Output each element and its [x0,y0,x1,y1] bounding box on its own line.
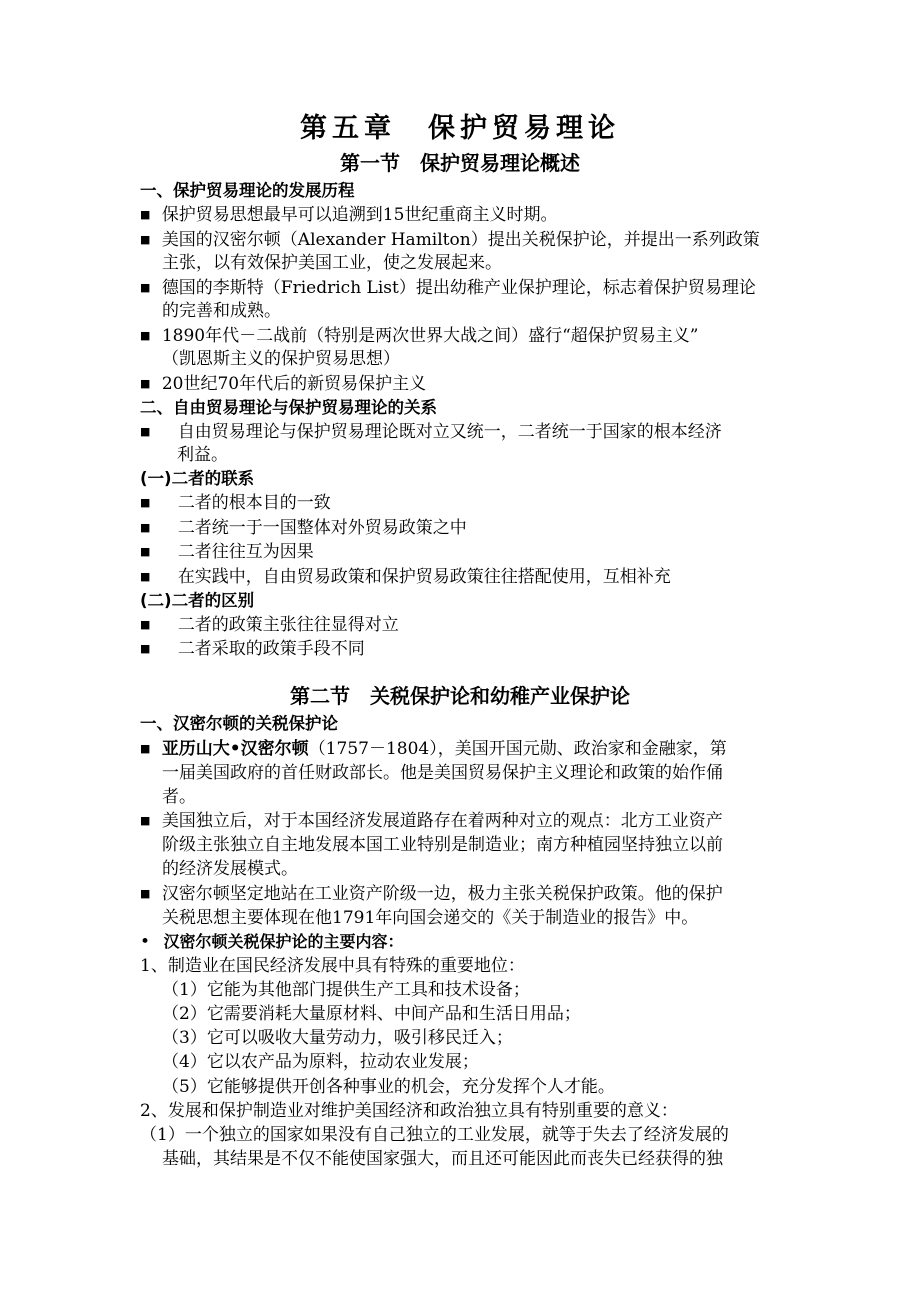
list-item-text: （1757－1804），美国开国元勋、政治家和金融家，第 [308,739,727,759]
list-item-continuation: 者。 [162,787,196,807]
sub1-heading: (一)二者的联系 [140,469,255,488]
point-1-item: （1）它能为其他部门提供生产工具和技术设备； [162,980,530,1000]
section2-title: 第二节 关税保护论和幼稚产业保护论 [290,684,630,708]
list-item [140,373,426,397]
square-bullet-icon: ■ [140,887,151,900]
square-bullet-icon: ■ [140,377,151,390]
list-item [140,614,399,638]
square-bullet-icon: ■ [140,496,151,509]
list-item-continuation: 的经济发展模式。 [162,859,298,879]
point-1-item: （4）它以农产品为原料，拉动农业发展； [162,1052,479,1072]
square-bullet-icon: ■ [140,329,151,342]
section2-part1-heading: 一、汉密尔顿的关税保护论 [140,714,338,733]
section1-part1-heading: 一、保护贸易理论的发展历程 [140,181,355,200]
dot-bullet-icon: • [140,932,151,952]
square-bullet-icon: ■ [140,570,151,583]
point-2-line: 基础，其结果是不仅不能使国家强大，而且还可能因此而丧失已经获得的独 [162,1149,723,1169]
list-item-continuation: （凯恩斯主义的保护贸易思想） [162,349,400,369]
list-item-text: 二者采取的政策手段不同 [177,639,365,659]
list-item [140,638,365,662]
list-item-continuation: 利益。 [177,445,228,465]
hamilton-name: 亚历山大•汉密尔顿 [161,739,309,759]
list-item-text: 在实践中，自由贸易政策和保护贸易政策往往搭配使用，互相补充 [177,567,671,587]
list-item-text: 1890年代－二战前（特别是两次世界大战之间）盛行“超保护贸易主义” [161,326,699,346]
list-item [140,541,314,565]
square-bullet-icon: ■ [140,521,151,534]
square-bullet-icon: ■ [140,281,151,294]
list-item-text: 自由贸易理论与保护贸易理论既对立又统一，二者统一于国家的根本经济 [177,422,722,442]
list-item-text: 保护贸易思想最早可以追溯到15世纪重商主义时期。 [161,205,558,225]
list-item [140,931,403,953]
point-1-item: （3）它可以吸收大量劳动力，吸引移民迁入； [162,1028,513,1048]
list-item [140,204,557,228]
point-1-item: （5）它能够提供开创各种事业的机会，充分发挥个人才能。 [162,1077,615,1097]
list-item-text: 美国的汉密尔顿（Alexander Hamilton）提出关税保护论，并提出一系列政策 [161,230,760,250]
list-item [140,325,698,349]
square-bullet-icon: ■ [140,642,151,655]
list-item [140,883,723,907]
list-item [140,421,722,445]
list-item-continuation: 一届美国政府的首任财政部长。他是美国贸易保护主义理论和政策的始作俑 [162,763,723,783]
point-2: 2、发展和保护制造业对维护美国经济和政治独立具有特别重要的意义： [140,1101,678,1121]
list-item-text: 二者的政策主张往往显得对立 [177,615,399,635]
section1-part2-heading: 二、自由贸易理论与保护贸易理论的关系 [140,398,437,417]
list-item [140,492,331,516]
list-item-text: 美国独立后，对于本国经济发展道路存在着两种对立的观点：北方工业资产 [161,811,723,831]
main-content-heading: 汉密尔顿关税保护论的主要内容： [163,932,404,951]
list-item-text: 20世纪70年代后的新贸易保护主义 [161,374,427,394]
point-2-line: （1）一个独立的国家如果没有自己独立的工业发展，就等于失去了经济发展的 [140,1125,729,1145]
list-item-text: 二者往往互为因果 [177,542,314,562]
list-item-continuation: 的完善和成熟。 [162,301,281,321]
square-bullet-icon: ■ [140,618,151,631]
square-bullet-icon: ■ [140,814,151,827]
list-item [140,738,727,762]
list-item [140,517,467,541]
square-bullet-icon: ■ [140,742,151,755]
square-bullet-icon: ■ [140,425,151,438]
list-item-continuation: 关税思想主要体现在他1791年向国会递交的《关于制造业的报告》中。 [162,908,699,928]
list-item-text: 德国的李斯特（Friedrich List）提出幼稚产业保护理论，标志着保护贸易理论 [161,278,756,298]
list-item [140,810,723,834]
list-item-text: 汉密尔顿坚定地站在工业资产阶级一边，极力主张关税保护政策。他的保护 [161,884,723,904]
chapter-title: 第五章 保护贸易理论 [300,113,620,144]
point-1: 1、制造业在国民经济发展中具有特殊的重要地位： [140,956,525,976]
square-bullet-icon: ■ [140,233,151,246]
section1-title: 第一节 保护贸易理论概述 [340,151,580,175]
square-bullet-icon: ■ [140,208,151,221]
square-bullet-icon: ■ [140,545,151,558]
sub2-heading: (二)二者的区别 [140,591,255,610]
list-item-text: 二者的根本目的一致 [177,493,331,513]
list-item [140,277,756,301]
point-1-item: （2）它需要消耗大量原材料、中间产品和生活日用品； [162,1004,581,1024]
list-item [140,566,671,590]
list-item-text: 二者统一于一国整体对外贸易政策之中 [177,518,467,538]
list-item-continuation: 阶级主张独立自主地发展本国工业特别是制造业；南方种植园坚持独立以前 [162,835,723,855]
list-item-continuation: 主张，以有效保护美国工业，使之发展起来。 [162,253,502,273]
list-item [140,229,760,253]
